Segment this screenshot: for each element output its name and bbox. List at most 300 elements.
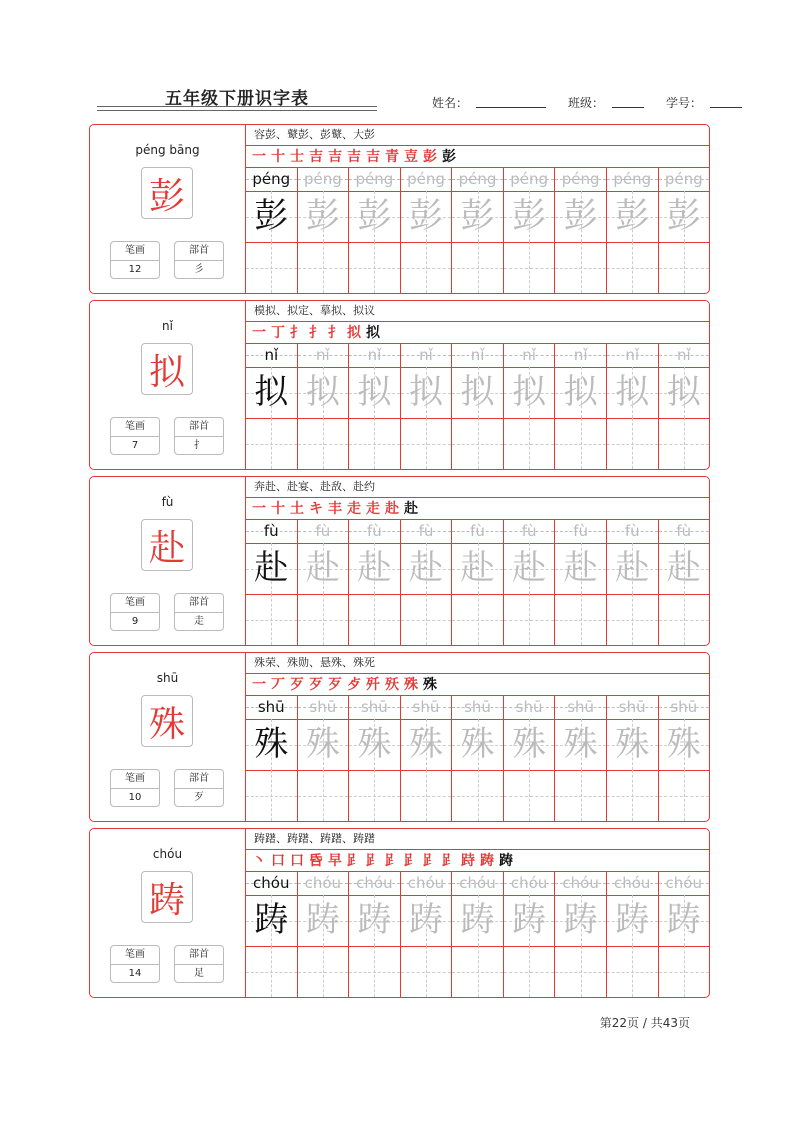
practice-cell[interactable] [246, 695, 298, 821]
student-info [432, 94, 742, 111]
stroke-step: 𧾷 [404, 853, 418, 869]
character-card [89, 652, 710, 822]
cell-pinyin: fù [607, 519, 658, 544]
example-words: 奔赴、赴宴、赴敌、赴约 [246, 477, 709, 498]
stroke-step: 土 [290, 501, 304, 517]
radical-value: 扌 [194, 440, 204, 451]
radical-box [174, 241, 224, 279]
stroke-count-box [110, 769, 160, 807]
cell-pinyin: fù [298, 519, 349, 544]
cell-pinyin: nǐ [298, 343, 349, 368]
stroke-step: 十 [271, 149, 285, 165]
cell-blank[interactable] [607, 594, 658, 645]
stroke-step: 一 [252, 677, 266, 693]
cell-character: 彭 [401, 191, 452, 243]
radical-box [174, 593, 224, 631]
cell-blank[interactable] [298, 594, 349, 645]
practice-cell[interactable] [607, 871, 659, 997]
cell-character: 殊 [349, 719, 400, 771]
stroke-step: 歺 [347, 677, 361, 693]
name-label: 姓名： [432, 96, 469, 110]
stroke-step: 口 [271, 853, 285, 869]
stroke-step: 拟 [366, 325, 380, 341]
example-words: 容彭、鼙彭、彭鼙、大彭 [246, 125, 709, 146]
stroke-count-box [110, 417, 160, 455]
cell-character: 殊 [246, 719, 297, 771]
cell-character: 殊 [452, 719, 503, 771]
practice-cell[interactable] [659, 167, 710, 293]
stroke-step: 吉 [328, 149, 342, 165]
cell-pinyin: fù [349, 519, 400, 544]
stroke-step: 踌 [480, 853, 494, 869]
stroke-step: 𧾷 [385, 853, 399, 869]
cell-blank[interactable] [246, 418, 297, 469]
radical-label: 部首 [175, 770, 223, 789]
cell-pinyin: shū [504, 695, 555, 720]
title-underline [97, 110, 377, 111]
stroke-step: 彭 [423, 149, 437, 165]
cell-blank[interactable] [349, 946, 400, 997]
id-field[interactable] [710, 94, 742, 108]
cell-pinyin: shū [349, 695, 400, 720]
cell-blank[interactable] [555, 418, 606, 469]
cell-pinyin: péng [504, 167, 555, 192]
cell-blank[interactable] [452, 594, 503, 645]
cell-character: 赴 [452, 543, 503, 595]
cell-blank[interactable] [659, 242, 710, 293]
cell-character: 赴 [659, 543, 710, 595]
stroke-order [246, 849, 709, 872]
stroke-step: 吉 [309, 149, 323, 165]
practice-cell[interactable] [401, 167, 453, 293]
cell-character: 拟 [504, 367, 555, 419]
cell-blank[interactable] [555, 594, 606, 645]
stroke-step: 丁 [271, 325, 285, 341]
cell-pinyin: chóu [659, 871, 710, 896]
practice-cell[interactable] [298, 519, 350, 645]
practice-cell[interactable] [659, 871, 710, 997]
cell-character: 拟 [555, 367, 606, 419]
stroke-step: 一 [252, 325, 266, 341]
practice-panel [246, 829, 709, 997]
practice-cell[interactable] [555, 519, 607, 645]
practice-cell[interactable] [298, 343, 350, 469]
cell-pinyin: fù [246, 519, 297, 544]
stroke-order [246, 497, 709, 520]
pinyin-label: fù [161, 495, 174, 509]
cell-blank[interactable] [246, 770, 297, 821]
cell-character: 赴 [607, 543, 658, 595]
stroke-step: 跱 [461, 853, 475, 869]
cell-character: 彭 [246, 191, 297, 243]
cell-character: 踌 [555, 895, 606, 947]
stroke-step: 歹 [328, 677, 342, 693]
cell-character: 赴 [298, 543, 349, 595]
practice-cell[interactable] [349, 167, 401, 293]
stroke-count-box [110, 241, 160, 279]
card-info-panel [90, 829, 246, 997]
stroke-step: 扌 [309, 325, 323, 341]
example-words: 殊荣、殊勋、悬殊、殊死 [246, 653, 709, 674]
main-character: 拟 [141, 343, 193, 395]
cell-character: 踌 [659, 895, 710, 947]
stroke-count-box [110, 593, 160, 631]
page-title: 五年级下册识字表 [165, 89, 309, 109]
cell-character: 殊 [401, 719, 452, 771]
main-character: 殊 [141, 695, 193, 747]
stroke-step: 踌 [499, 853, 513, 869]
cell-character: 殊 [298, 719, 349, 771]
main-character: 赴 [141, 519, 193, 571]
practice-grid [246, 871, 709, 997]
stroke-step: 丰 [328, 501, 342, 517]
cell-blank[interactable] [349, 594, 400, 645]
card-info-panel [90, 477, 246, 645]
stroke-step: 赴 [385, 501, 399, 517]
pinyin-label: chóu [152, 847, 183, 861]
stroke-step: 彭 [442, 149, 456, 165]
stroke-step: 扌 [290, 325, 304, 341]
cell-blank[interactable] [401, 946, 452, 997]
stroke-step: 口 [290, 853, 304, 869]
cell-blank[interactable] [452, 946, 503, 997]
character-card [89, 124, 710, 294]
stroke-count-label: 笔画 [111, 242, 159, 261]
practice-panel [246, 477, 709, 645]
radical-value: 彡 [194, 264, 204, 275]
practice-cell[interactable] [401, 695, 453, 821]
cell-blank[interactable] [401, 242, 452, 293]
cell-character: 踌 [504, 895, 555, 947]
cell-character: 赴 [401, 543, 452, 595]
cell-pinyin: fù [401, 519, 452, 544]
practice-cell[interactable] [246, 519, 298, 645]
practice-cell[interactable] [401, 343, 453, 469]
cell-character: 彭 [452, 191, 503, 243]
practice-cell[interactable] [349, 519, 401, 645]
practice-cell[interactable] [504, 519, 556, 645]
cell-blank[interactable] [504, 242, 555, 293]
stroke-count-label: 笔画 [111, 770, 159, 789]
cell-character: 踌 [401, 895, 452, 947]
practice-cell[interactable] [452, 167, 504, 293]
cell-pinyin: nǐ [452, 343, 503, 368]
cell-pinyin: chóu [555, 871, 606, 896]
practice-cell[interactable] [452, 695, 504, 821]
stroke-step: 殊 [404, 677, 418, 693]
character-card [89, 476, 710, 646]
practice-cell[interactable] [607, 519, 659, 645]
name-field[interactable] [476, 94, 546, 108]
stroke-step: 早 [328, 853, 342, 869]
class-field[interactable] [612, 94, 644, 108]
practice-cell[interactable] [349, 871, 401, 997]
stroke-count-value: 10 [128, 792, 142, 803]
practice-cell[interactable] [659, 343, 710, 469]
cell-character: 彭 [555, 191, 606, 243]
cell-pinyin: péng [607, 167, 658, 192]
stroke-step: 殊 [423, 677, 437, 693]
practice-cell[interactable] [246, 167, 298, 293]
stroke-count-value: 12 [128, 264, 142, 275]
stroke-step: 𠯑 [309, 853, 323, 869]
cell-character: 赴 [504, 543, 555, 595]
stroke-step: 走 [347, 501, 361, 517]
cell-blank[interactable] [659, 594, 710, 645]
cell-pinyin: fù [504, 519, 555, 544]
stroke-count-label: 笔画 [111, 418, 159, 437]
practice-panel [246, 301, 709, 469]
cell-character: 拟 [401, 367, 452, 419]
cell-blank[interactable] [659, 770, 710, 821]
practice-cell[interactable] [555, 167, 607, 293]
cell-character: 拟 [349, 367, 400, 419]
radical-label: 部首 [175, 946, 223, 965]
cell-blank[interactable] [401, 418, 452, 469]
cell-pinyin: fù [452, 519, 503, 544]
cell-blank[interactable] [298, 946, 349, 997]
stroke-step: 走 [366, 501, 380, 517]
cell-pinyin: péng [349, 167, 400, 192]
class-label: 班级： [568, 96, 605, 110]
cell-pinyin: shū [246, 695, 297, 720]
stroke-count-label: 笔画 [111, 946, 159, 965]
cell-blank[interactable] [349, 770, 400, 821]
cell-pinyin: shū [607, 695, 658, 720]
practice-cell[interactable] [504, 343, 556, 469]
cell-blank[interactable] [607, 770, 658, 821]
practice-cell[interactable] [349, 695, 401, 821]
practice-cell[interactable] [607, 695, 659, 821]
practice-cell[interactable] [401, 519, 453, 645]
stroke-step: 𧾷 [423, 853, 437, 869]
practice-panel [246, 653, 709, 821]
cell-blank[interactable] [607, 242, 658, 293]
stroke-step: 士 [290, 149, 304, 165]
stroke-step: 殀 [385, 677, 399, 693]
cell-blank[interactable] [246, 242, 297, 293]
cell-pinyin: nǐ [555, 343, 606, 368]
cell-character: 殊 [607, 719, 658, 771]
cell-character: 赴 [349, 543, 400, 595]
practice-cell[interactable] [298, 695, 350, 821]
cell-pinyin: péng [298, 167, 349, 192]
character-card [89, 828, 710, 998]
stroke-step: 壴 [404, 149, 418, 165]
cell-pinyin: péng [401, 167, 452, 192]
cell-blank[interactable] [452, 770, 503, 821]
stroke-step: 𧾷 [442, 853, 456, 869]
cell-blank[interactable] [246, 946, 297, 997]
cell-character: 殊 [555, 719, 606, 771]
cell-character: 踌 [607, 895, 658, 947]
cell-pinyin: nǐ [349, 343, 400, 368]
cell-pinyin: chóu [452, 871, 503, 896]
cell-blank[interactable] [246, 594, 297, 645]
stroke-step: 丆 [271, 677, 285, 693]
cell-blank[interactable] [298, 242, 349, 293]
cell-character: 赴 [246, 543, 297, 595]
cell-pinyin: fù [659, 519, 710, 544]
cell-blank[interactable] [555, 946, 606, 997]
title-underline [97, 106, 377, 107]
radical-value: 走 [194, 616, 204, 627]
cell-pinyin: nǐ [659, 343, 710, 368]
stroke-step: 𧾷 [366, 853, 380, 869]
cell-pinyin: nǐ [504, 343, 555, 368]
stroke-order [246, 321, 709, 344]
cell-pinyin: shū [401, 695, 452, 720]
cell-blank[interactable] [401, 594, 452, 645]
cell-character: 拟 [607, 367, 658, 419]
practice-cell[interactable] [504, 695, 556, 821]
practice-cell[interactable] [246, 343, 298, 469]
practice-cell[interactable] [607, 343, 659, 469]
radical-value: 歹 [194, 792, 204, 803]
cell-character: 踌 [246, 895, 297, 947]
cell-blank[interactable] [555, 242, 606, 293]
practice-cell[interactable] [555, 343, 607, 469]
stroke-step: 𧾷 [347, 853, 361, 869]
stroke-count-box [110, 945, 160, 983]
cell-blank[interactable] [504, 594, 555, 645]
stroke-step: 十 [271, 501, 285, 517]
cell-pinyin: shū [659, 695, 710, 720]
cell-pinyin: chóu [298, 871, 349, 896]
card-info-panel [90, 301, 246, 469]
cell-blank[interactable] [504, 770, 555, 821]
pinyin-label: nǐ [162, 319, 173, 333]
cell-pinyin: chóu [504, 871, 555, 896]
cell-blank[interactable] [349, 418, 400, 469]
cell-blank[interactable] [504, 418, 555, 469]
practice-cell[interactable] [452, 519, 504, 645]
cell-pinyin: nǐ [607, 343, 658, 368]
radical-label: 部首 [175, 594, 223, 613]
cell-pinyin: shū [452, 695, 503, 720]
cell-character: 彭 [659, 191, 710, 243]
cell-pinyin: chóu [349, 871, 400, 896]
stroke-step: キ [309, 501, 323, 517]
cell-pinyin: shū [555, 695, 606, 720]
stroke-step: 拟 [347, 325, 361, 341]
practice-cell[interactable] [659, 519, 710, 645]
cell-character: 殊 [504, 719, 555, 771]
cell-character: 拟 [246, 367, 297, 419]
stroke-count-value: 7 [131, 440, 139, 451]
cell-blank[interactable] [298, 770, 349, 821]
stroke-step: 歹 [309, 677, 323, 693]
cell-character: 赴 [555, 543, 606, 595]
cell-blank[interactable] [607, 946, 658, 997]
pinyin-label: shū [156, 671, 179, 685]
cell-pinyin: péng [452, 167, 503, 192]
cell-character: 彭 [349, 191, 400, 243]
cell-blank[interactable] [659, 418, 710, 469]
stroke-step: 一 [252, 149, 266, 165]
cell-blank[interactable] [349, 242, 400, 293]
cell-pinyin: chóu [246, 871, 297, 896]
stroke-step: 歼 [366, 677, 380, 693]
cell-pinyin: péng [555, 167, 606, 192]
practice-cell[interactable] [401, 871, 453, 997]
character-card [89, 300, 710, 470]
practice-cell[interactable] [298, 167, 350, 293]
stroke-count-label: 笔画 [111, 594, 159, 613]
practice-cell[interactable] [504, 871, 556, 997]
radical-label: 部首 [175, 418, 223, 437]
practice-grid [246, 695, 709, 821]
practice-cell[interactable] [607, 167, 659, 293]
practice-cell[interactable] [452, 343, 504, 469]
cell-blank[interactable] [452, 242, 503, 293]
practice-panel [246, 125, 709, 293]
practice-cell[interactable] [555, 871, 607, 997]
practice-cell[interactable] [504, 167, 556, 293]
example-words: 模拟、拟定、摹拟、拟议 [246, 301, 709, 322]
practice-cell[interactable] [659, 695, 710, 821]
cell-character: 拟 [659, 367, 710, 419]
cell-blank[interactable] [659, 946, 710, 997]
stroke-order [246, 673, 709, 696]
cell-character: 踌 [349, 895, 400, 947]
stroke-count-value: 14 [128, 968, 142, 979]
cell-pinyin: chóu [607, 871, 658, 896]
cell-blank[interactable] [555, 770, 606, 821]
radical-value: 足 [194, 968, 204, 979]
practice-cell[interactable] [349, 343, 401, 469]
practice-cell[interactable] [298, 871, 350, 997]
id-label: 学号： [666, 96, 703, 110]
cell-pinyin: chóu [401, 871, 452, 896]
cell-blank[interactable] [298, 418, 349, 469]
cell-character: 拟 [452, 367, 503, 419]
cell-pinyin: péng [246, 167, 297, 192]
main-character: 彭 [141, 167, 193, 219]
stroke-step: 扌 [328, 325, 342, 341]
stroke-count-value: 9 [131, 616, 139, 627]
radical-box [174, 769, 224, 807]
pinyin-label: péng bāng [135, 143, 200, 157]
practice-grid [246, 167, 709, 293]
stroke-step: 赴 [404, 501, 418, 517]
radical-label: 部首 [175, 242, 223, 261]
cell-pinyin: shū [298, 695, 349, 720]
cell-blank[interactable] [452, 418, 503, 469]
card-info-panel [90, 653, 246, 821]
page-number: 第22页 / 共43页 [599, 1016, 690, 1030]
practice-cell[interactable] [246, 871, 298, 997]
cell-pinyin: péng [659, 167, 710, 192]
stroke-step: 青 [385, 149, 399, 165]
cell-blank[interactable] [401, 770, 452, 821]
practice-grid [246, 519, 709, 645]
cell-character: 殊 [659, 719, 710, 771]
radical-box [174, 417, 224, 455]
cell-pinyin: nǐ [401, 343, 452, 368]
cell-character: 彭 [504, 191, 555, 243]
practice-cell[interactable] [452, 871, 504, 997]
stroke-step: 歹 [290, 677, 304, 693]
practice-grid [246, 343, 709, 469]
cell-character: 拟 [298, 367, 349, 419]
cell-pinyin: nǐ [246, 343, 297, 368]
cell-character: 踌 [452, 895, 503, 947]
stroke-step: 一 [252, 501, 266, 517]
cell-blank[interactable] [607, 418, 658, 469]
practice-cell[interactable] [555, 695, 607, 821]
cell-blank[interactable] [504, 946, 555, 997]
